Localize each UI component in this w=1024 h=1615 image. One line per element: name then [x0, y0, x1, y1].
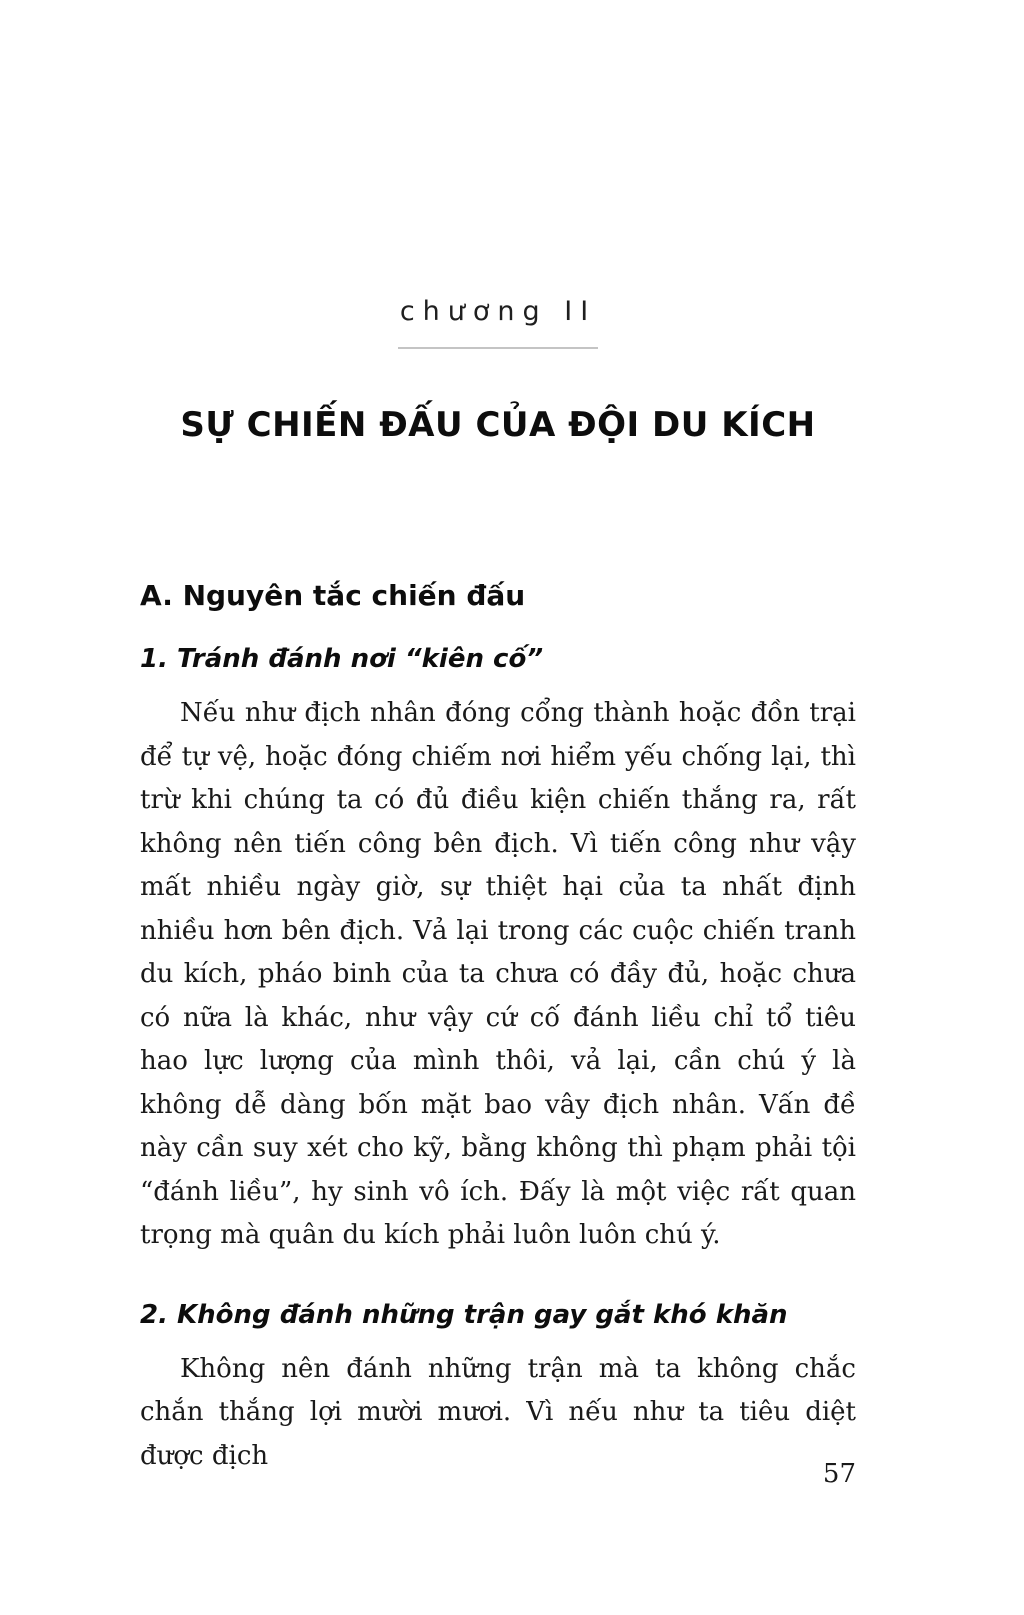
subsection-2-paragraph: Không nên đánh những trận mà ta không chắc chắn thắng lợi mười mươi. Vì nếu như ta tiêu diệt được địch [140, 1353, 856, 1471]
chapter-label: chương II [399, 296, 597, 327]
section-a-heading: A. Nguyên tắc chiến đấu [140, 579, 526, 612]
chapter-divider [398, 347, 598, 349]
chapter-title: SỰ CHIẾN ĐẤU CỦA ĐỘI DU KÍCH [180, 405, 816, 445]
subsection-1-heading: 1. Tránh đánh nơi “kiên cố” [140, 644, 544, 674]
page-number: 57 [822, 1459, 856, 1489]
subsection-1-paragraph: Nếu như địch nhân đóng cổng thành hoặc đồn trại để tự vệ, hoặc đóng chiếm nơi hiểm yếu chống lại, thì trừ khi chúng ta có đủ điều kiện chiến thắng ra, rất không nên tiến công bên địch. Vì tiến công như vậy mất nhiều ngày giờ, sự thiệt hại của ta nhất định nhiều hơn bên địch. Vả lại trong các cuộc chiến tranh du kích, pháo binh của ta chưa có đầy đủ, hoặc chưa có nữa là khác, như vậy cứ cố đánh liều chỉ tổ tiêu hao lực lượng của mình thôi, vả lại, cần chú ý là không dễ dàng bốn mặt bao vây địch nhân. Vấn đề này cần suy xét cho kỹ, bằng không thì phạm phải tội “đánh liều”, hy sinh vô ích. Đấy là một việc rất quan trọng mà quân du kích phải luôn luôn chú ý. [140, 698, 856, 1250]
subsection-2-heading: 2. Không đánh những trận gay gắt khó khăn [140, 1299, 788, 1330]
